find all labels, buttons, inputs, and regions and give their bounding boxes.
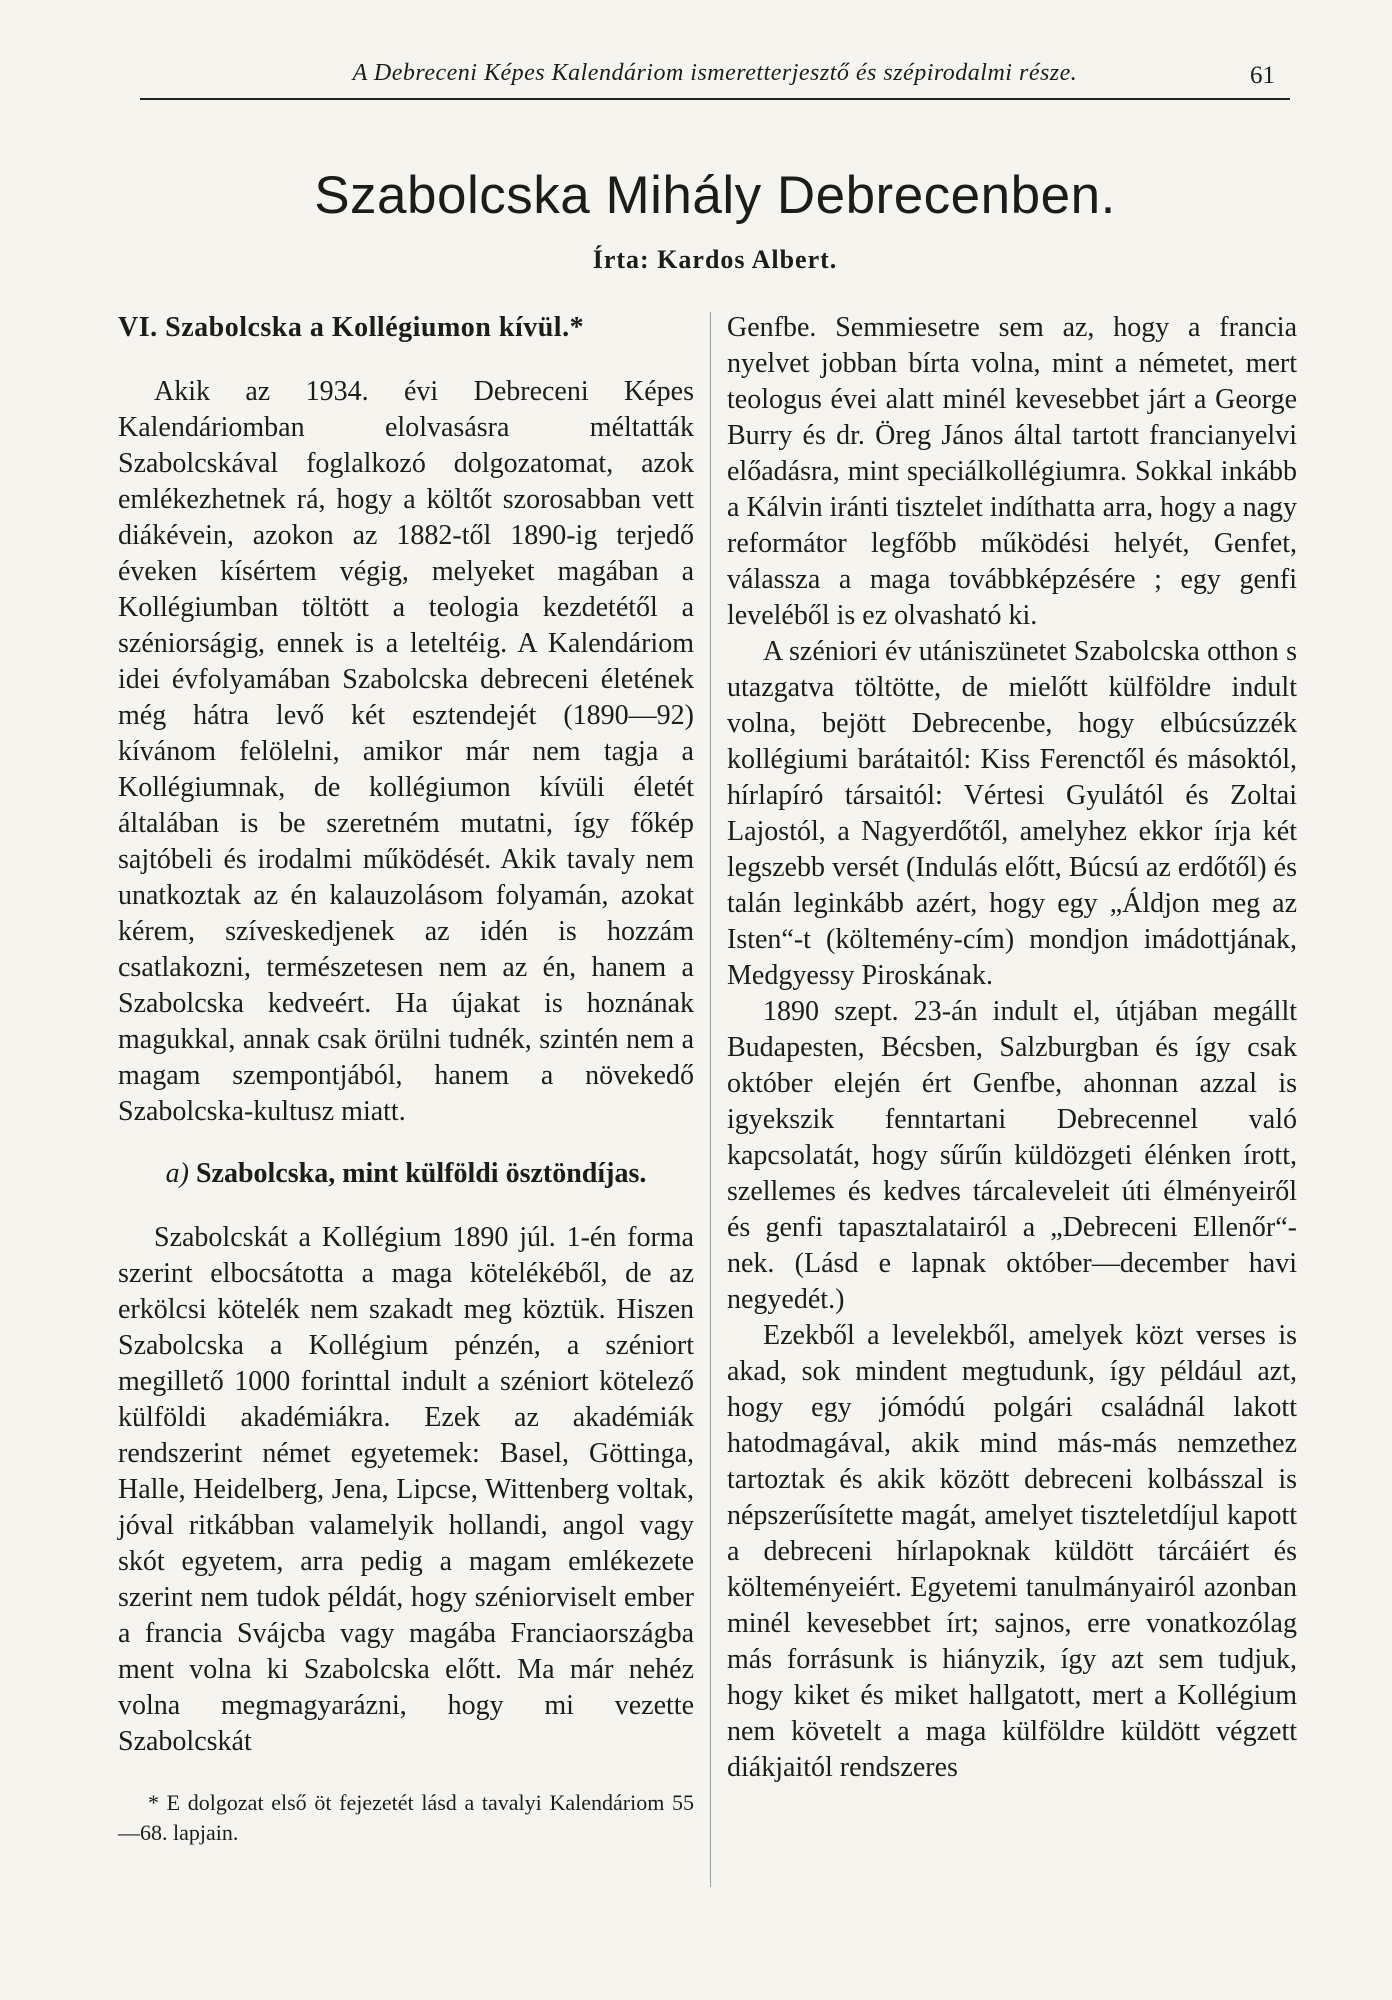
running-head: A Debreceni Képes Kalendáriom ismeretterjesztő és szépirodalmi része. (352, 60, 1078, 86)
left-paragraph-1: Akik az 1934. évi Debreceni Képes Kalendáriomban elolvasásra méltatták Szabolcskával foglalkozó dolgozatomat, azok emlékezhetnek rá, hogy a költőt szorosabban vett diákévein, azokon az 1882-től 1890-ig terjedő éveken kísértem végig, melyeket magában a Kollégiumban töltött a teologia kezdetétől a széniorságig, ennek is a leteltéig. A Kalendáriom idei évfolyamában Szabolcska debreceni életének még hátra levő két esztendejét (1890—92) kívánom felölelni, amikor már nem tagja a Kollégiumnak, de kollégiumon kívüli életét általában is be szeretném mutatni, így főkép sajtóbeli és irodalmi működését. Akik tavaly nem unatkoztak az én kalauzolásom folyamán, azokat kérem, szíveskedjenek az idén is hozzám csatlakozni, természetesen nem az én, hanem a Szabolcska kedveért. Ha újakat is hoznának magukkal, annak csak örülni tudnék, szintén nem a magam szempontjából, hanem a növekedő Szabolcska-kultusz miatt. (118, 376, 694, 1127)
right-paragraph-1: Genfbe. Semmiesetre sem az, hogy a francia nyelvet jobban bírta volna, mint a németet, mert teologus évei alatt minél kevesebbet járt a George Burry és dr. Öreg János által tartott francianyelvi előadásra, mint speciálkollégiumra. Sokkal inkább a Kálvin iránti tisztelet indíthatta arra, hogy a nagy reformátor legfőbb működési helyét, Genfet, válassza a maga továbbképzésére ; egy genfi leveléből is ez olvasható ki. (727, 312, 1297, 631)
page-number: 61 (1250, 62, 1275, 89)
subsection-title: Szabolcska, mint külföldi ösztöndíjas. (195, 1158, 647, 1189)
footnote: * E dolgozat első öt fejezetét lásd a tavalyi Kalendáriom 55—68. lapjain. (118, 1790, 694, 1845)
left-column (118, 310, 694, 1848)
article-byline: Írta: Kardos Albert. (592, 245, 838, 274)
header-rule (140, 98, 1290, 100)
left-paragraph-2: Szabolcskát a Kollégium 1890 júl. 1-én forma szerint elbocsátotta a maga kötelékéből, de az erkölcsi kötelék nem szakadt meg köztük. Hiszen Szabolcska a Kollégium pénzén, a széniort megillető 1000 forinttal indult a széniort kötelező külföldi akadémiákra. Ezek az akadémiák rendszerint német egyetemek: Basel, Göttinga, Halle, Heidelberg, Jena, Lipcse, Wittenberg voltak, jóval ritkábban valamelyik hollandi, angol vagy skót egyetem, arra pedig a magam emlékezete szerint nem tudok példát, hogy széniorviselt ember a francia Svájcba vagy magába Franciaországba ment volna ki Szabolcska előtt. Ma már nehéz volna megmagyarázni, hogy mi vezette Szabolcskát (118, 1222, 694, 1757)
subsection-letter: a) (165, 1158, 189, 1189)
right-paragraph-4: Ezekből a levelekből, amelyek közt verses is akad, sok mindent megtudunk, így például azt, hogy egy jómódú polgári családnál lakott hatodmagával, akik mind más-más nemzethez tartoztak és akik között debreceni kolbásszal is népszerűsítette magát, amelyet tiszteletdíjul kapott a debreceni hírlapoknak küldött tárcáiért és költeményeiért. Egyetemi tanulmányairól azonban minél kevesebbet írt; sajnos, erre vonatkozólag más forrásunk is hiányzik, így azt sem tudjuk, hogy kiket és miket hallgatott, mert a Kollégium nem követelt a maga külföldre küldött végzett diákjaitól rendszeres (727, 1320, 1297, 1783)
right-paragraph-2: A széniori év utániszünetet Szabolcska otthon s utazgatva töltötte, de mielőtt külföldre indult volna, bejött Debrecenbe, hogy elbúcsúzzék kollégiumi barátaitól: Kiss Ferenctől és másoktól, hírlapíró társaitól: Vértesi Gyulától és Zoltai Lajostól, a Nagyerdőtől, amelyhez ekkor írja két legszebb versét (Indulás előtt, Búcsú az erdőtől) és talán leginkább azért, hogy egy „Áldjon meg az Isten“-t (költemény-cím) mondjon imádottjának, Medgyessy Piroskának. (727, 636, 1297, 991)
section-heading: VI. Szabolcska a Kollégiumon kívül.* (118, 312, 585, 343)
right-paragraph-3: 1890 szept. 23-án indult el, útjában megállt Budapesten, Bécsben, Salzburgban és így csak október elején ért Genfbe, ahonnan azzal is igyekszik fenntartani Debrecennel való kapcsolatát, hogy sűrűn küldözgeti élénken írott, szellemes és kedves tárcaleveleit úti élményeiről és genfi tapasztalatairól a „Debreceni Ellenőr“-nek. (Lásd e lapnak október—december havi negyedét.) (727, 996, 1297, 1315)
article-title: Szabolcska Mihály Debrecenben. (314, 166, 1116, 225)
right-column (727, 310, 1297, 1786)
column-divider (710, 312, 711, 1887)
subsection-heading (118, 1156, 694, 1192)
